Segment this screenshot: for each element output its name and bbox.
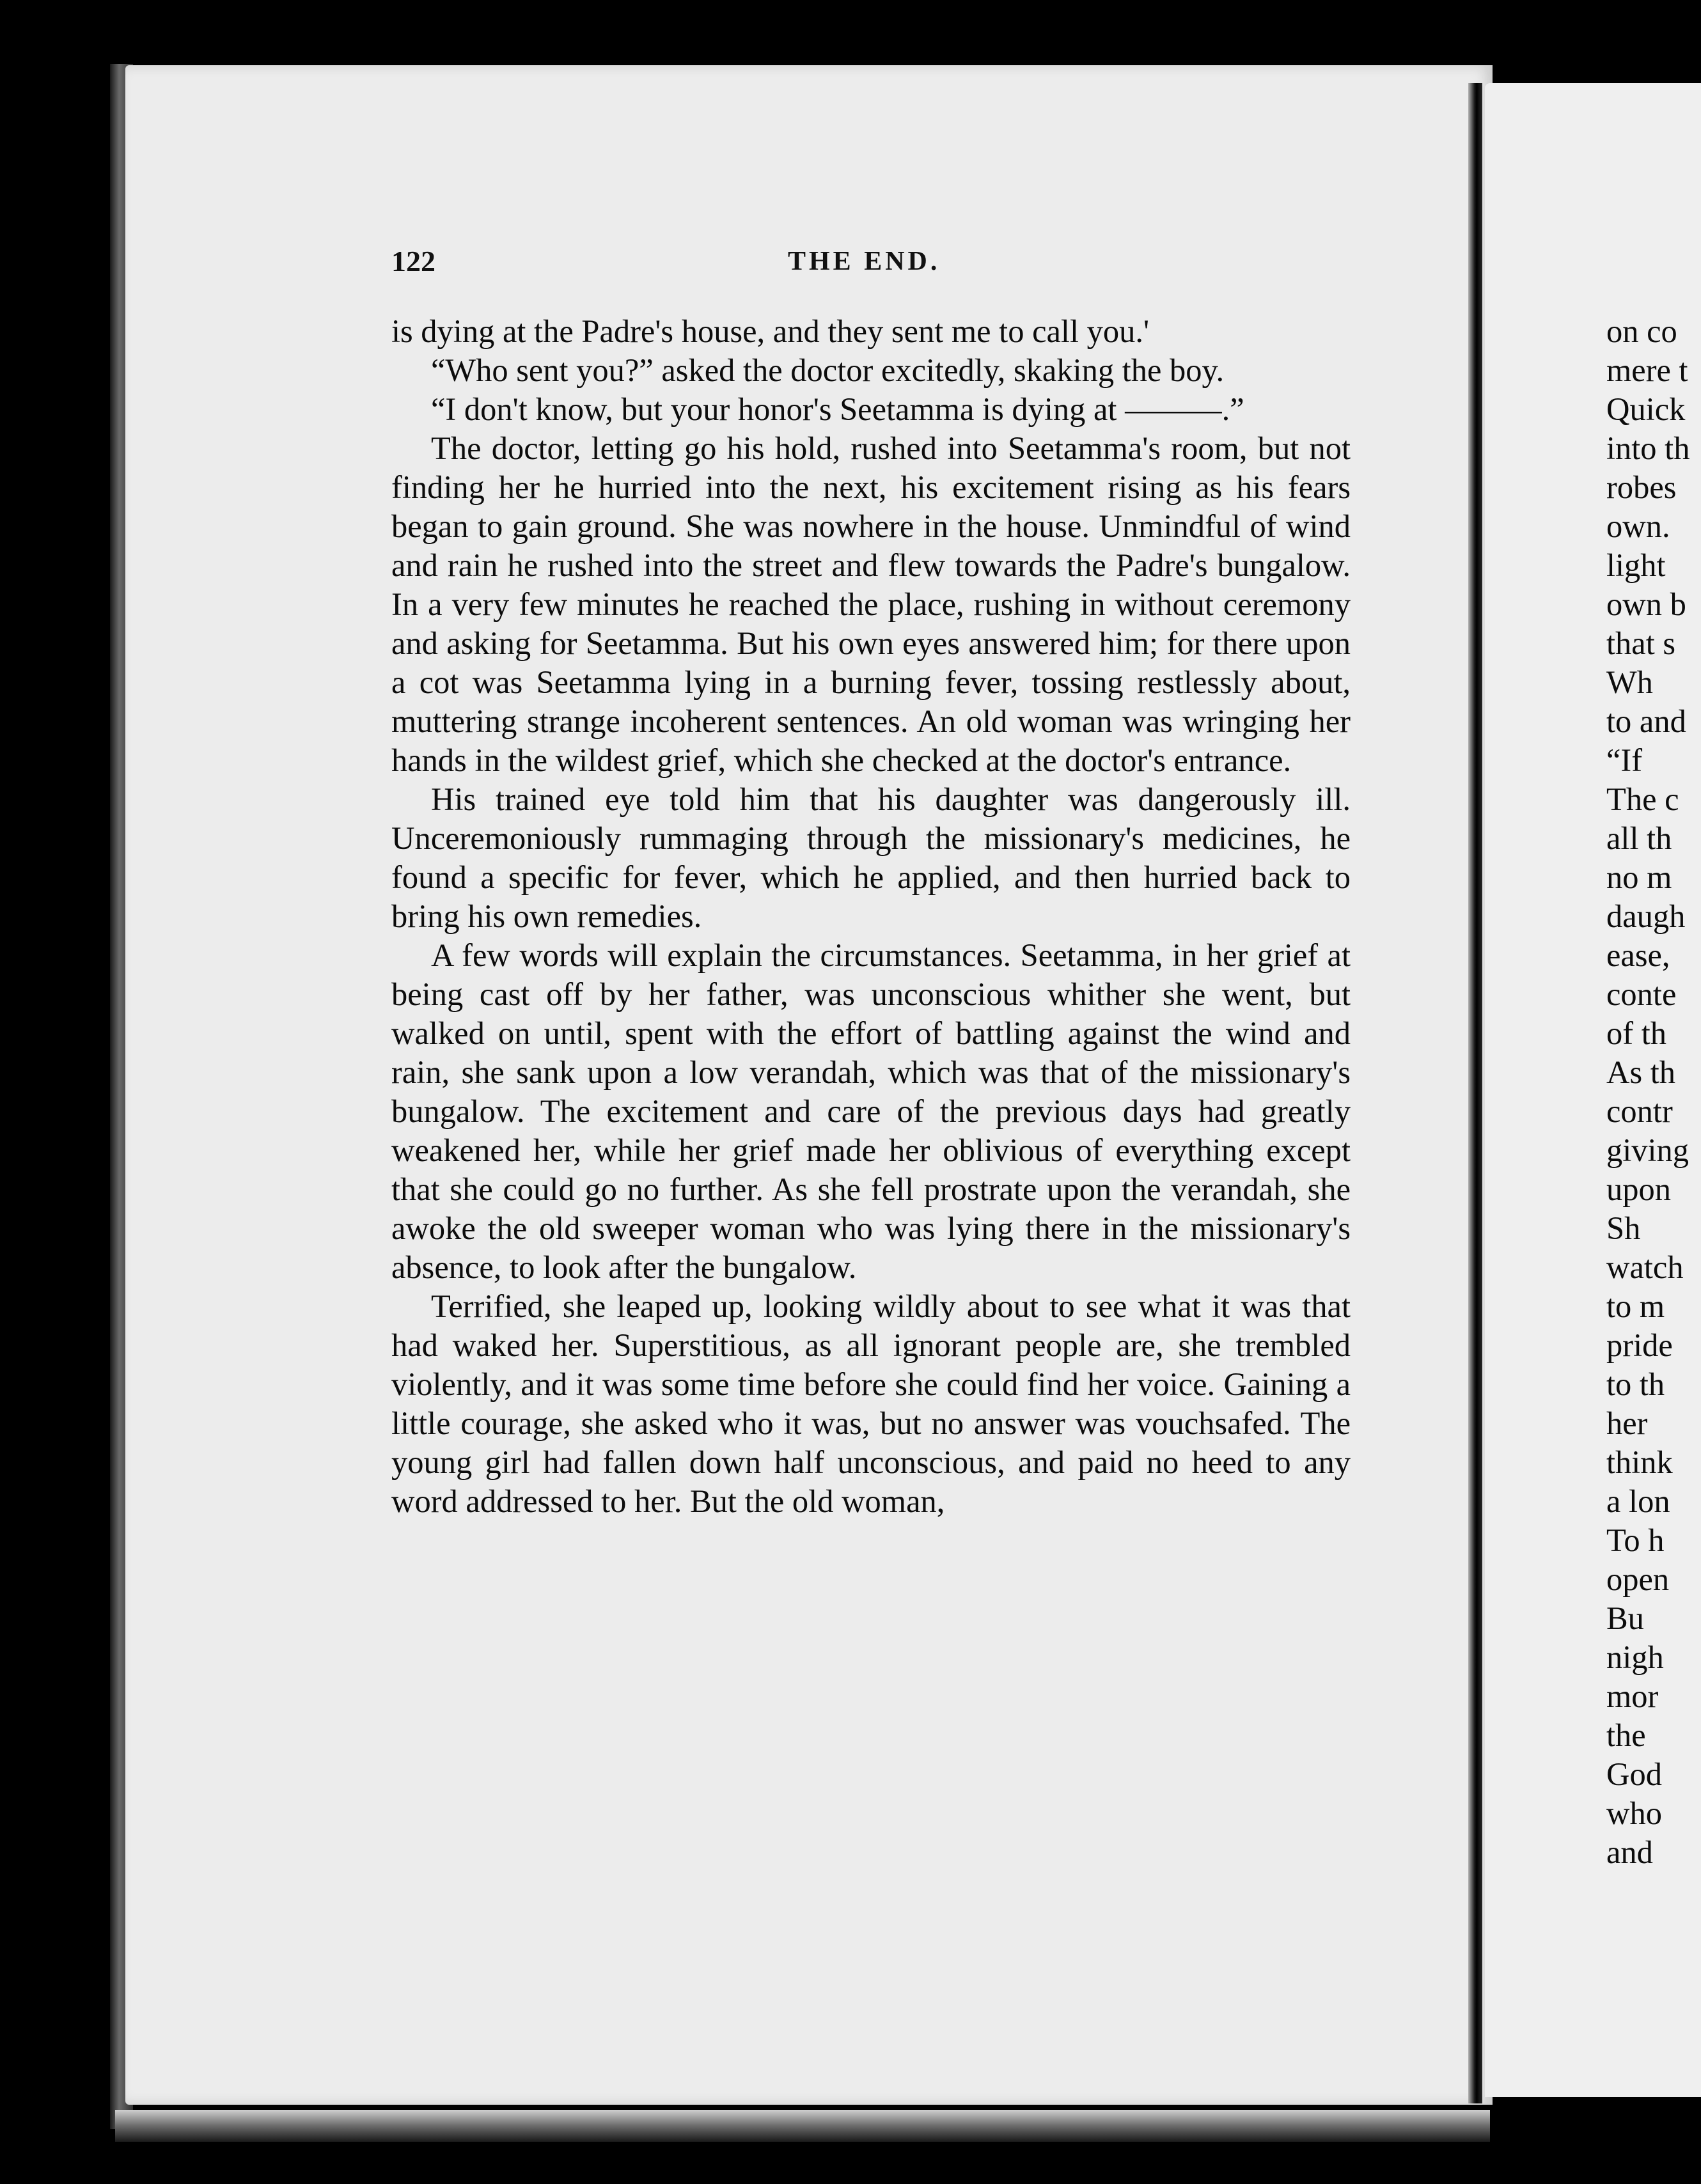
right-page-line: Quick xyxy=(1606,391,1686,427)
right-page-line: that s xyxy=(1606,625,1676,661)
right-page-line: giving xyxy=(1606,1132,1689,1168)
right-page-line: daugh xyxy=(1606,898,1686,934)
paragraph: His trained eye told him that his daughter was dangerously ill. Unceremoniously rummaging through the missionary's medicines, he found a specific for fever, which he applied, and then hurried back to bring his own remedies. xyxy=(391,781,1351,934)
right-page-line: own b xyxy=(1606,586,1686,622)
right-page-line: upon xyxy=(1606,1171,1671,1207)
right-page-line: Sh xyxy=(1606,1210,1641,1246)
right-page-line: her xyxy=(1606,1405,1648,1441)
right-page-line: on co xyxy=(1606,313,1677,349)
chapter-title: THE END. xyxy=(788,247,941,276)
right-page-line: ease, xyxy=(1606,937,1670,973)
right-page-line: light xyxy=(1606,547,1666,583)
paragraph: “I don't know, but your honor's Seetamma is dying at ———.” xyxy=(431,391,1244,427)
paragraph: Terrified, she leaped up, looking wildly about to see what it was that had waked her. Superstitious, as all ignorant people are, she trembled violently, and it was some time before she could find her voice. Gaining a little courage, she asked who it was, but no answer was vouchsafed. The young girl had fallen down half unconscious, and paid no heed to any word addressed to her. But the old woman, xyxy=(391,1288,1351,1519)
right-page-line: own. xyxy=(1606,508,1670,544)
right-page-line: a lon xyxy=(1606,1483,1670,1519)
right-page-line: To h xyxy=(1606,1522,1665,1558)
book-bottom-edge xyxy=(115,2110,1490,2142)
right-page-line: nigh xyxy=(1606,1639,1664,1675)
running-head xyxy=(391,239,1351,284)
right-page-line: think xyxy=(1606,1444,1673,1480)
right-page-line: conte xyxy=(1606,976,1677,1012)
right-page-line: to th xyxy=(1606,1366,1665,1402)
right-page-line: and xyxy=(1606,1834,1653,1870)
right-page-line: “If xyxy=(1606,742,1643,778)
paragraph: “Who sent you?” asked the doctor excitedly, skaking the boy. xyxy=(431,352,1225,388)
body-text xyxy=(391,312,1351,1521)
right-page-line: God xyxy=(1606,1756,1662,1792)
right-page-line: watch xyxy=(1606,1249,1684,1285)
paragraph: A few words will explain the circumstances. Seetamma, in her grief at being cast off by her father, was unconscious whither she went, but walked on until, spent with the effort of battling against the wind and rain, she sank upon a low verandah, which was that of the missionary's bungalow. The excitement and care of the previous days had greatly weakened her, while her grief made her oblivious of everything except that she could go no further. As she fell prostrate upon the verandah, she awoke the old sweeper woman who was lying there in the missionary's absence, to look after the bungalow. xyxy=(391,937,1351,1285)
right-page-line: to and xyxy=(1606,703,1686,739)
right-page-line: The c xyxy=(1606,781,1679,817)
right-page-line: mere t xyxy=(1606,352,1688,388)
right-page-line: As th xyxy=(1606,1054,1676,1090)
right-page-line: all th xyxy=(1606,820,1672,856)
right-page-line: who xyxy=(1606,1795,1662,1831)
right-page-line: robes xyxy=(1606,469,1677,505)
right-page-line: contr xyxy=(1606,1093,1673,1129)
right-page-line: Bu xyxy=(1606,1600,1644,1636)
right-page-line: into th xyxy=(1606,430,1690,466)
right-page-line: the xyxy=(1606,1717,1646,1753)
right-page-line: no m xyxy=(1606,859,1672,895)
right-page-line: open xyxy=(1606,1561,1670,1597)
right-page-text-fragments xyxy=(1606,312,1701,1872)
right-page-line: to m xyxy=(1606,1288,1665,1324)
paragraph: The doctor, letting go his hold, rushed into Seetamma's room, but not finding her he hurried into the next, his excitement rising as his fears began to gain ground. She was nowhere in the house. Unmindful of wind and rain he rushed into the street and flew towards the Padre's bungalow. In a very few minutes he reached the place, rushing in without ceremony and asking for Seetamma. But his own eyes answered him; for there upon a cot was Seetamma lying in a burning fever, tossing restlessly about, muttering strange incoherent sentences. An old woman was wringing her hands in the wildest grief, which she checked at the doctor's entrance. xyxy=(391,430,1351,778)
page-number: 122 xyxy=(391,245,435,277)
right-page-line: of th xyxy=(1606,1015,1666,1051)
book-gutter xyxy=(1468,83,1482,2103)
right-page-line: pride xyxy=(1606,1327,1673,1363)
right-page-line: mor xyxy=(1606,1678,1659,1714)
right-page-line: Wh xyxy=(1606,664,1653,700)
paragraph: is dying at the Padre's house, and they sent me to call you.' xyxy=(391,313,1150,349)
